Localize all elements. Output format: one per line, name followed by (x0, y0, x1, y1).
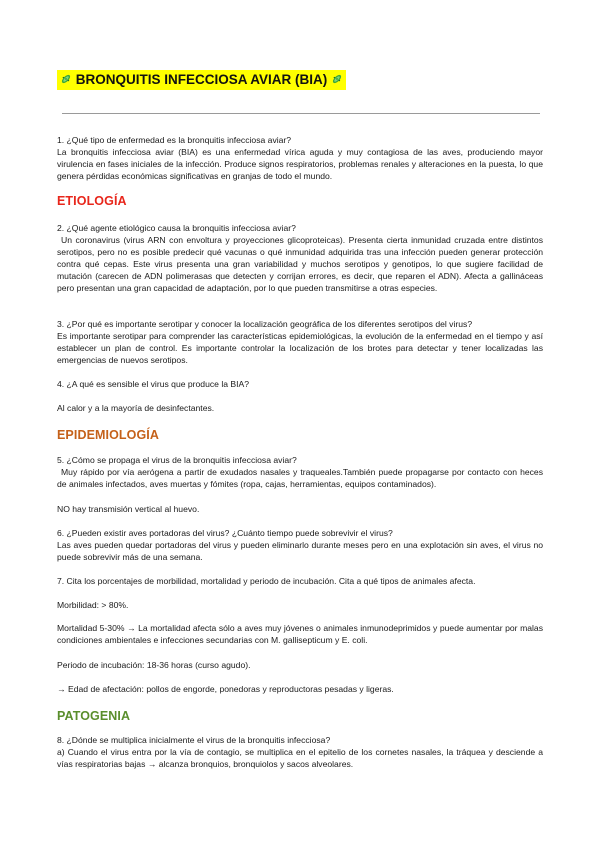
section-heading-etiologia: ETIOLOGÍA (57, 194, 127, 208)
section-heading-patogenia: PATOGENIA (57, 709, 131, 723)
answer-5-note: NO hay transmisión vertical al huevo. (57, 504, 200, 514)
question-3: 3. ¿Por qué es importante serotipar y conocer la localización geográfica de los diferentes serotipos del virus? (57, 319, 473, 329)
question-1: 1. ¿Qué tipo de enfermedad es la bronquitis infecciosa aviar? (57, 135, 292, 145)
answer-4: Al calor y a la mayoría de desinfectantes. (57, 403, 215, 413)
question-5: 5. ¿Cómo se propaga el virus de la bronquitis infecciosa aviar? (57, 455, 297, 465)
horizontal-divider (62, 113, 540, 114)
answer-8: a) Cuando el virus entra por la vía de contagio, se multiplica en el epitelio de los cornetes nasales, la tráquea y desciende a vías respiratorias bajas → alcanza bronquios, bronquiolos y sacos alveolares. (57, 747, 543, 769)
answer-5: Muy rápido por vía aerógena a partir de exudados nasales y traqueales.También puede propagarse por contacto con heces de animales infectados, aves muertas y fómites (ropa, cajas, herramientas, equipos contaminados). (57, 467, 543, 489)
question-4: 4. ¿A qué es sensible el virus que produce la BIA? (57, 379, 250, 389)
document-title-highlight (57, 70, 346, 90)
document-title: BRONQUITIS INFECCIOSA AVIAR (BIA) (75, 72, 328, 87)
title-block (57, 70, 346, 90)
answer-3: Es importante serotipar para comprender las características epidemiológicas, la evolución de la enfermedad en el tiempo y así establecer un plan de control. Es importante controlar la localización de los brotes para detectar y tener localizadas las emergencias de nuevos serotipos. (57, 331, 543, 365)
answer-7-morbilidad: Morbilidad: > 80%. (57, 600, 129, 610)
virus-icon (331, 73, 343, 85)
question-8: 8. ¿Dónde se multiplica inicialmente el virus de la bronquitis infecciosa? (57, 735, 331, 745)
answer-1: La bronquitis infecciosa aviar (BIA) es una enfermedad vírica aguda y muy contagiosa de las aves, produciendo mayor virulencia en fases iniciales de la infección. Produce signos respiratorios, problemas renales y alteraciones en la puesta, lo que genera pérdidas económicas significativas en granjas de todo el mundo. (57, 147, 543, 181)
answer-7-edad: → Edad de afectación: pollos de engorde, ponedoras y reproductoras pesadas y ligeras. (57, 684, 394, 694)
question-7: 7. Cita los porcentajes de morbilidad, mortalidad y periodo de incubación. Cita a qué tipos de animales afecta. (57, 576, 476, 586)
answer-2: Un coronavirus (virus ARN con envoltura y proyecciones glicoproteicas). Presenta cierta inmunidad cruzada entre distintos serotipos, pero no es posible predecir qué vacunas o qué inmunidad adquirida tras una infección pueden generar protección contra qué cepas. Este virus presenta una gran variabilidad y muchos serotipos y genotipos, lo que sugiere facilidad de mutación (carecen de ADN polimerasas que detecten y corrijan errores, es decir, que reparen el ADN). Afecta a gallináceas pero presentan una gran capacidad de adaptación, por lo que pueden transmitirse a otras especies. (57, 235, 543, 293)
virus-icon (60, 73, 72, 85)
question-6: 6. ¿Pueden existir aves portadoras del virus? ¿Cuánto tiempo puede sobrevivir el virus? (57, 528, 393, 538)
answer-7-mortalidad: Mortalidad 5-30% → La mortalidad afecta sólo a aves muy jóvenes o animales inmunodeprimidos y puede aumentar por malas condiciones ambientales e infecciones secundarias con M. gallisepticum y E. coli. (57, 623, 543, 645)
answer-6: Las aves pueden quedar portadoras del virus y pueden eliminarlo durante meses pero en una explotación sin aves, el virus no puede sobrevivir más de una semana. (57, 540, 543, 562)
question-2: 2. ¿Qué agente etiológico causa la bronquitis infecciosa aviar? (57, 223, 296, 233)
answer-7-incubacion: Periodo de incubación: 18-36 horas (curso agudo). (57, 660, 251, 670)
section-heading-epidemiologia: EPIDEMIOLOGÍA (57, 428, 160, 442)
